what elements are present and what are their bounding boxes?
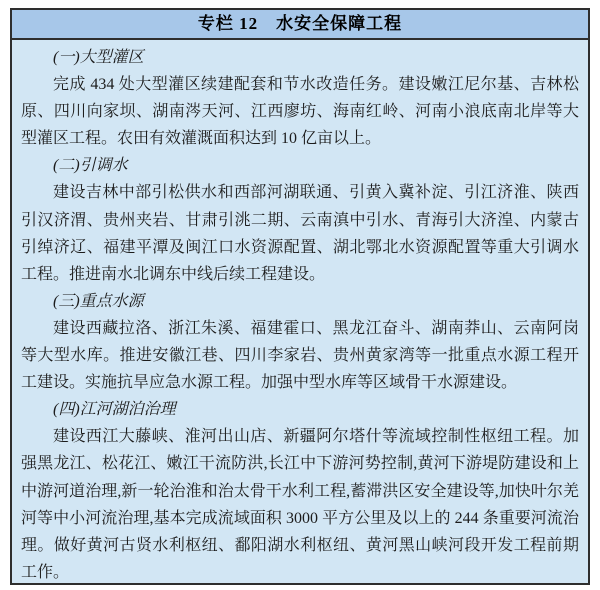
section-water-diversion: [21, 152, 579, 287]
panel-body: [12, 40, 588, 590]
section-paragraph: 建设吉林中部引松供水和西部河湖联通、引黄入冀补淀、引江济淮、陕西引汉济渭、贵州夹岩、甘肃引洮二期、云南滇中引水、青海引大济湟、内蒙古引绰济辽、福建平潭及闽江口水资源配置、湖北鄂北水资源配置等重大引调水工程。推进南水北调东中线后续工程建设。: [21, 184, 579, 283]
section-paragraph: 完成 434 处大型灌区续建配套和节水改造任务。建设嫩江尼尔基、吉林松原、四川向家坝、湖南涔天河、江西廖坊、海南红岭、河南小浪底南北岸等大型灌区工程。农田有效灌溉面积达到 10 亿亩以上。: [21, 76, 579, 148]
feature-box: [10, 8, 590, 585]
section-river-lake-management: [21, 396, 579, 586]
section-heading: (一)大型灌区: [53, 49, 144, 66]
section-heading: (三)重点水源: [53, 292, 144, 310]
section-large-irrigation: [21, 44, 579, 152]
section-paragraph: 建设西藏拉洛、浙江朱溪、福建霍口、黑龙江奋斗、湖南莽山、云南阿岗等大型水库。推进安徽江巷、四川李家岩、贵州黄家湾等一批重点水源工程开工建设。实施抗旱应急水源工程。加强中型水库等区域骨干水源建设。: [21, 319, 579, 392]
section-paragraph: 建设西江大藤峡、淮河出山店、新疆阿尔塔什等流域控制性枢纽工程。加强黑龙江、松花江、嫩江干流防洪,长江中下游河势控制,黄河下游堤防建设和上中游河道治理,新一轮治淮和治太骨干水利工程,蓄滞洪区安全建设等,加快叶尔羌河等中小河流治理,基本完成流域面积 3000 平方公里及以上的 244 条重要河流治理。做好黄河古贤水利枢纽、鄱阳湖水利枢纽、黄河黑山峡河段开发工程前期工作。: [21, 428, 579, 581]
panel-title: 专栏 12 水安全保障工程: [12, 10, 588, 40]
section-key-water-sources: [21, 288, 579, 396]
section-heading: (二)引调水: [53, 157, 128, 175]
section-heading: (四)江河湖泊治理: [53, 401, 176, 419]
